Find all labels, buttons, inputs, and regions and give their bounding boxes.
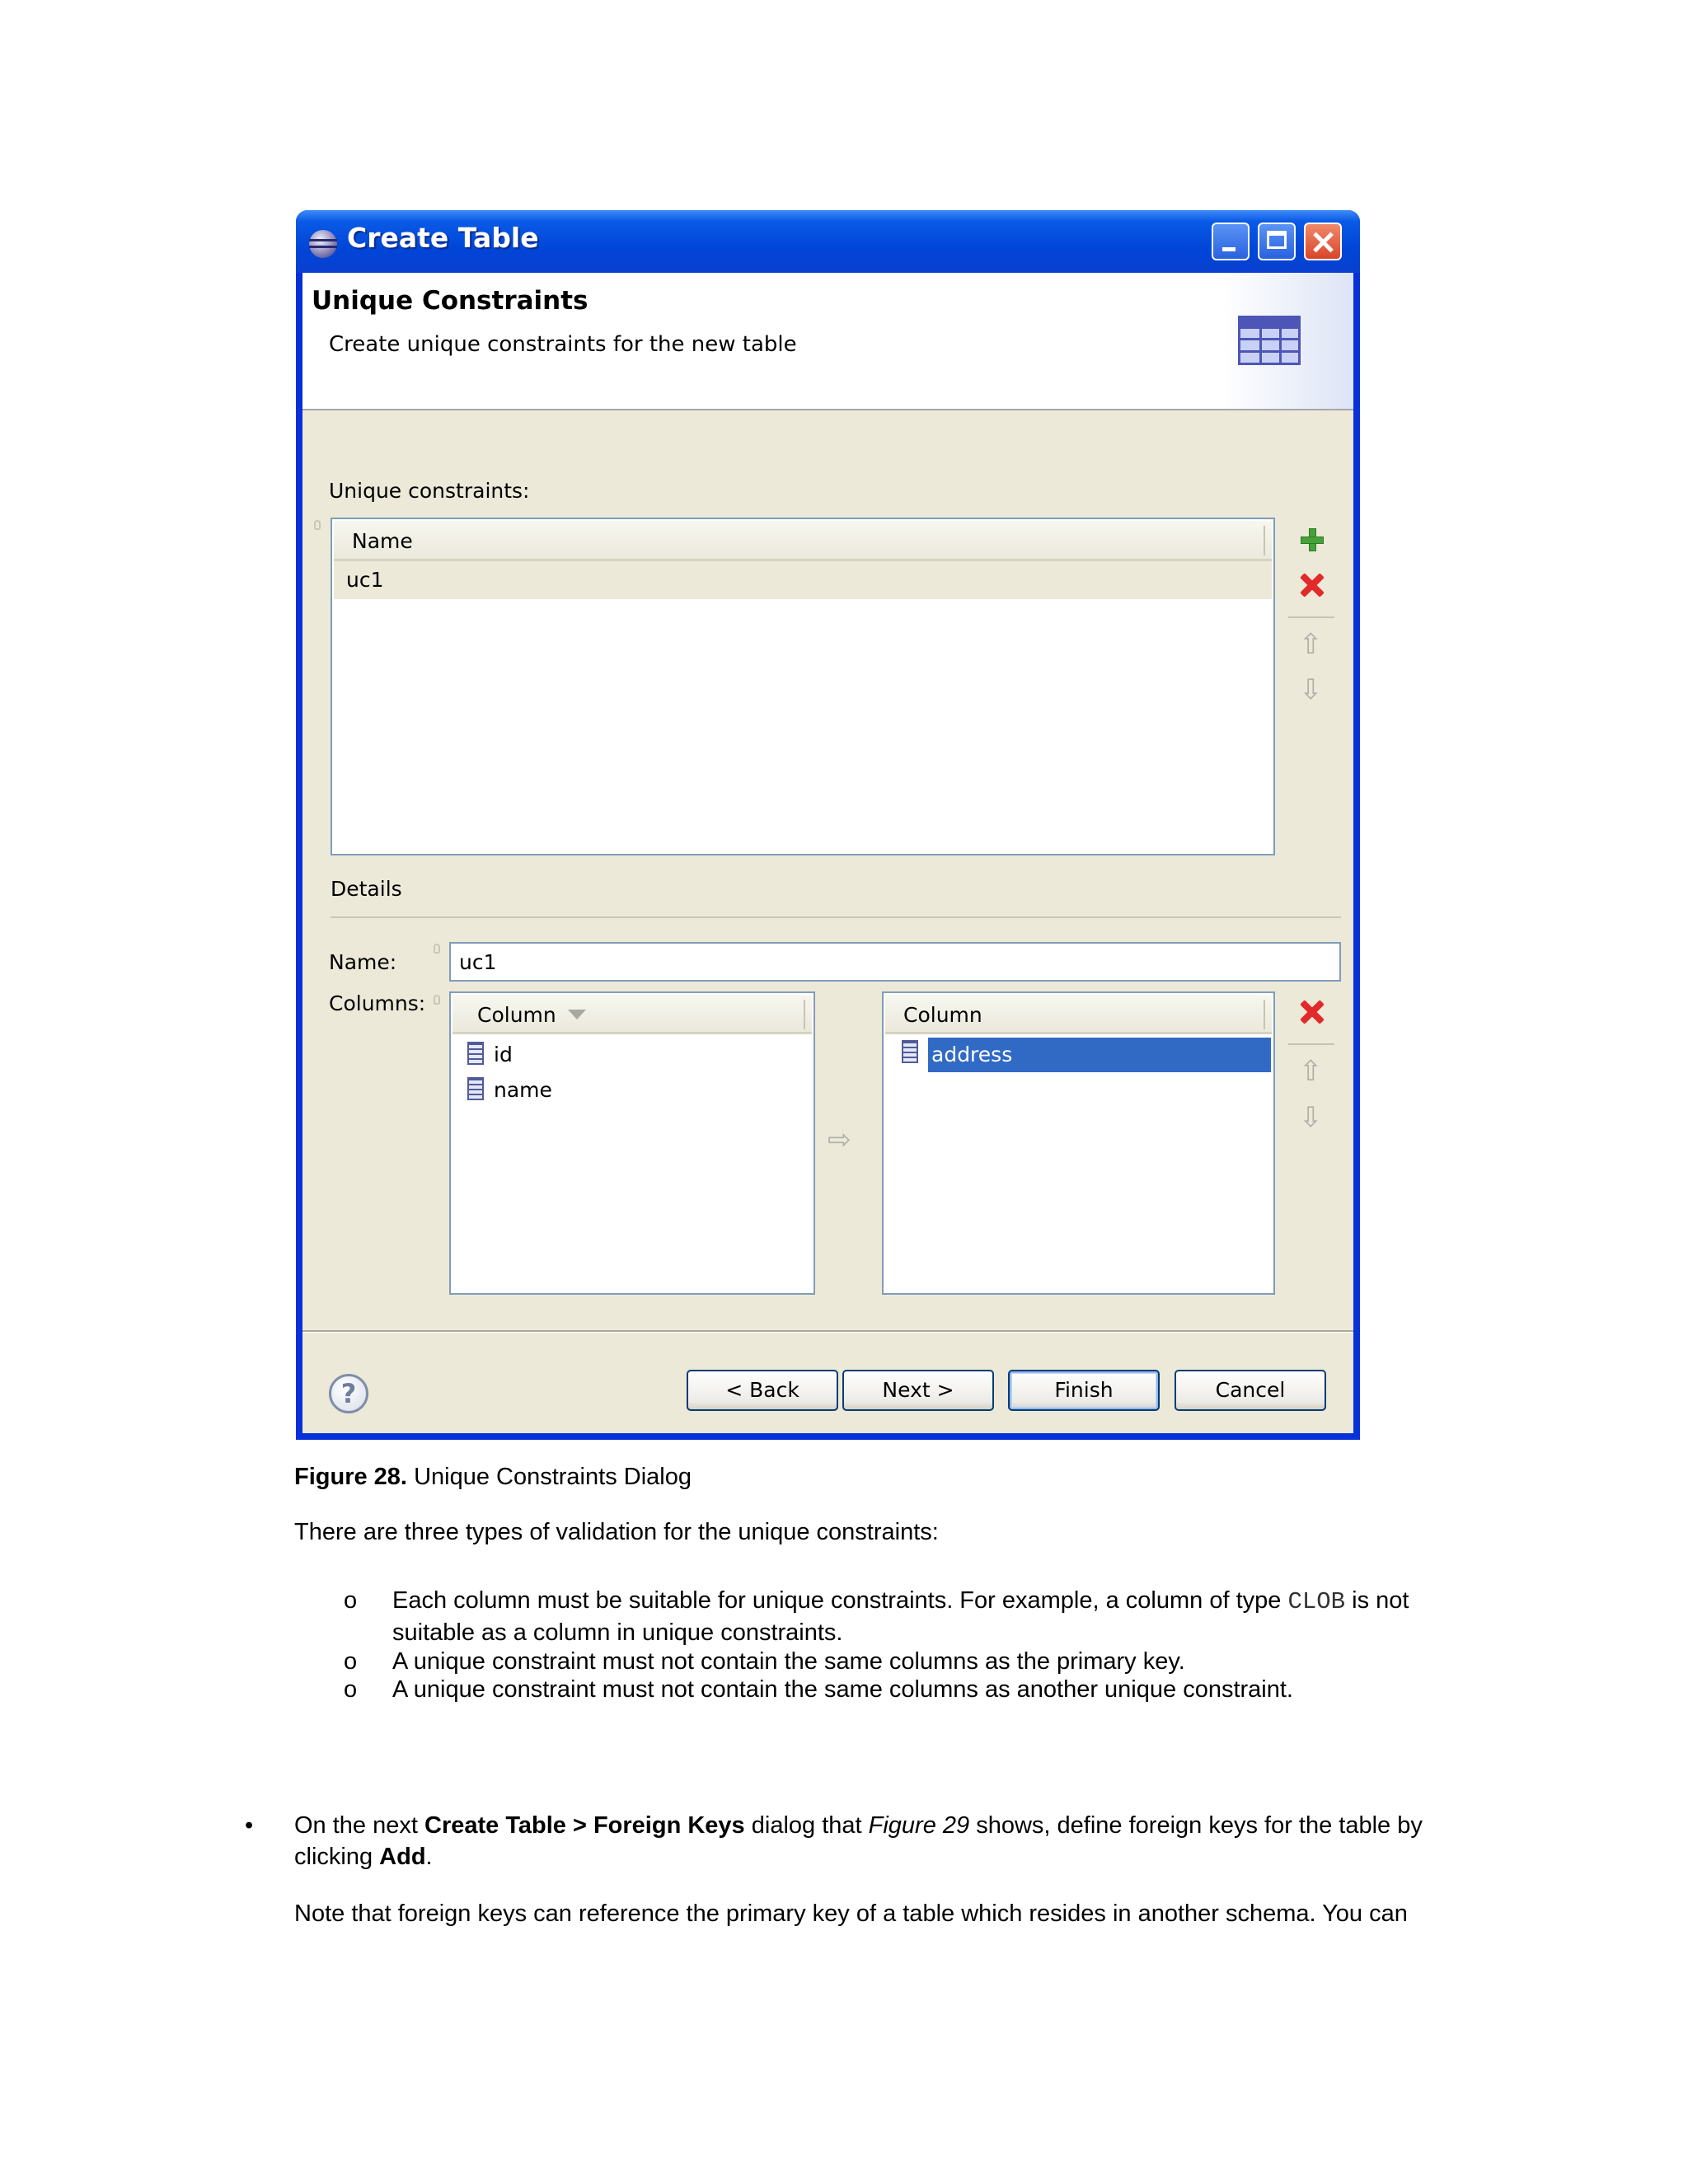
details-separator: [331, 916, 1341, 918]
sub-bullet-1-text-end: is not: [1345, 1587, 1409, 1614]
toolbar-separator: [1288, 1043, 1334, 1045]
bullet-text: .: [425, 1844, 433, 1870]
list-item-label: id: [494, 1043, 513, 1066]
add-column-arrow-icon[interactable]: ⇨: [828, 1123, 851, 1156]
figure-reference: Figure 29: [868, 1812, 970, 1839]
close-button[interactable]: [1304, 223, 1342, 260]
caption-label: Figure 28.: [294, 1464, 407, 1490]
list-item-label: name: [494, 1078, 552, 1102]
list-item[interactable]: [885, 1036, 1272, 1072]
dialog-client-area: [302, 273, 1353, 1433]
back-button[interactable]: < Back: [687, 1370, 838, 1411]
minimize-button[interactable]: [1212, 223, 1250, 260]
sub-bullet-1-line2: suitable as a column in unique constraints.: [392, 1619, 843, 1646]
column-icon: [467, 1042, 484, 1065]
finish-button[interactable]: Finish: [1008, 1370, 1160, 1411]
title-bar[interactable]: [296, 210, 1360, 273]
sort-arrow-icon[interactable]: [568, 1010, 586, 1019]
code-clob: CLOB: [1287, 1588, 1346, 1615]
bullet-marker: •: [245, 1812, 254, 1839]
help-icon[interactable]: ?: [329, 1374, 368, 1413]
table-row[interactable]: [334, 561, 1272, 599]
selected-column-header-label: Column: [903, 1003, 982, 1027]
sub-bullet-marker: o: [344, 1648, 358, 1675]
bullet-paragraph: [294, 1812, 1423, 1840]
footer-separator-highlight: [302, 1332, 1353, 1333]
sub-bullet-3: A unique constraint must not contain the same columns as another unique constraint.: [392, 1676, 1293, 1703]
list-item-label: address: [931, 1043, 1013, 1066]
bullet-text: On the next: [294, 1812, 424, 1839]
selection-highlight: [928, 1038, 1271, 1072]
constraint-name-cell: uc1: [346, 568, 384, 592]
column-icon: [902, 1040, 918, 1063]
add-icon[interactable]: [1301, 528, 1324, 551]
sub-bullet-2: A unique constraint must not contain the same columns as the primary key.: [392, 1648, 1185, 1675]
unique-constraints-label: Unique constraints:: [329, 479, 530, 503]
next-button[interactable]: Next >: [842, 1370, 994, 1411]
page-title: Unique Constraints: [312, 286, 588, 316]
hint-bulb-icon: [434, 944, 440, 954]
intro-paragraph: There are three types of validation for the unique constraints:: [294, 1519, 939, 1545]
hint-bulb-icon: [314, 520, 321, 530]
delete-icon[interactable]: [1300, 573, 1325, 598]
column-divider: [1264, 1000, 1265, 1029]
move-down-icon[interactable]: ⇩: [1299, 673, 1323, 706]
available-column-header-label: Column: [477, 1003, 556, 1027]
constraints-table[interactable]: [331, 518, 1275, 855]
remove-column-icon[interactable]: [1300, 1000, 1325, 1024]
selected-column-header[interactable]: [885, 995, 1272, 1034]
window-title: Create Table: [347, 222, 539, 254]
hint-bulb-icon: [434, 995, 440, 1005]
cancel-button[interactable]: Cancel: [1175, 1370, 1326, 1411]
column-divider: [804, 1000, 805, 1029]
move-up-icon[interactable]: ⇧: [1299, 1055, 1323, 1088]
sub-bullet-1: [392, 1587, 1409, 1615]
selected-columns-list[interactable]: [882, 991, 1275, 1295]
available-columns-list[interactable]: [449, 991, 815, 1295]
toolbar-separator: [1288, 616, 1334, 618]
figure-caption: [294, 1464, 692, 1491]
bullet-text: dialog that: [744, 1812, 869, 1839]
maximize-button[interactable]: [1258, 223, 1296, 260]
table-icon: [1238, 316, 1301, 365]
sub-bullet-marker: o: [344, 1587, 358, 1614]
sub-bullet-1-text: Each column must be suitable for unique constraints. For example, a column of type: [392, 1587, 1288, 1614]
details-label: Details: [331, 877, 402, 901]
bullet-text: shows, define foreign keys for the table by: [969, 1812, 1423, 1839]
name-label: Name:: [329, 950, 397, 974]
name-input[interactable]: [449, 942, 1341, 982]
list-item[interactable]: [452, 1038, 812, 1072]
available-column-header[interactable]: [452, 995, 812, 1034]
name-column-header[interactable]: [334, 521, 1272, 561]
bullet-paragraph-line2: [294, 1844, 433, 1871]
move-up-icon[interactable]: ⇧: [1299, 628, 1323, 661]
list-item[interactable]: [452, 1073, 812, 1108]
sub-bullet-marker: o: [344, 1676, 358, 1703]
columns-label: Columns:: [329, 991, 426, 1015]
eclipse-icon: [309, 230, 337, 258]
wizard-header: [302, 273, 1353, 410]
create-table-dialog: [296, 210, 1360, 1440]
name-input-value: uc1: [459, 950, 497, 974]
caption-text: Unique Constraints Dialog: [414, 1464, 692, 1490]
column-divider: [1264, 526, 1265, 555]
column-icon: [467, 1077, 484, 1100]
bullet-text: clicking: [294, 1844, 380, 1870]
bullet-bold-dialog-name: Create Table > Foreign Keys: [424, 1812, 745, 1839]
name-column-header-label: Name: [352, 529, 413, 553]
note-paragraph: Note that foreign keys can reference the primary key of a table which resides in another schema. You can: [294, 1900, 1408, 1927]
move-down-icon[interactable]: ⇩: [1299, 1101, 1323, 1134]
page-description: Create unique constraints for the new table: [329, 332, 797, 357]
bullet-bold-add: Add: [379, 1844, 426, 1870]
